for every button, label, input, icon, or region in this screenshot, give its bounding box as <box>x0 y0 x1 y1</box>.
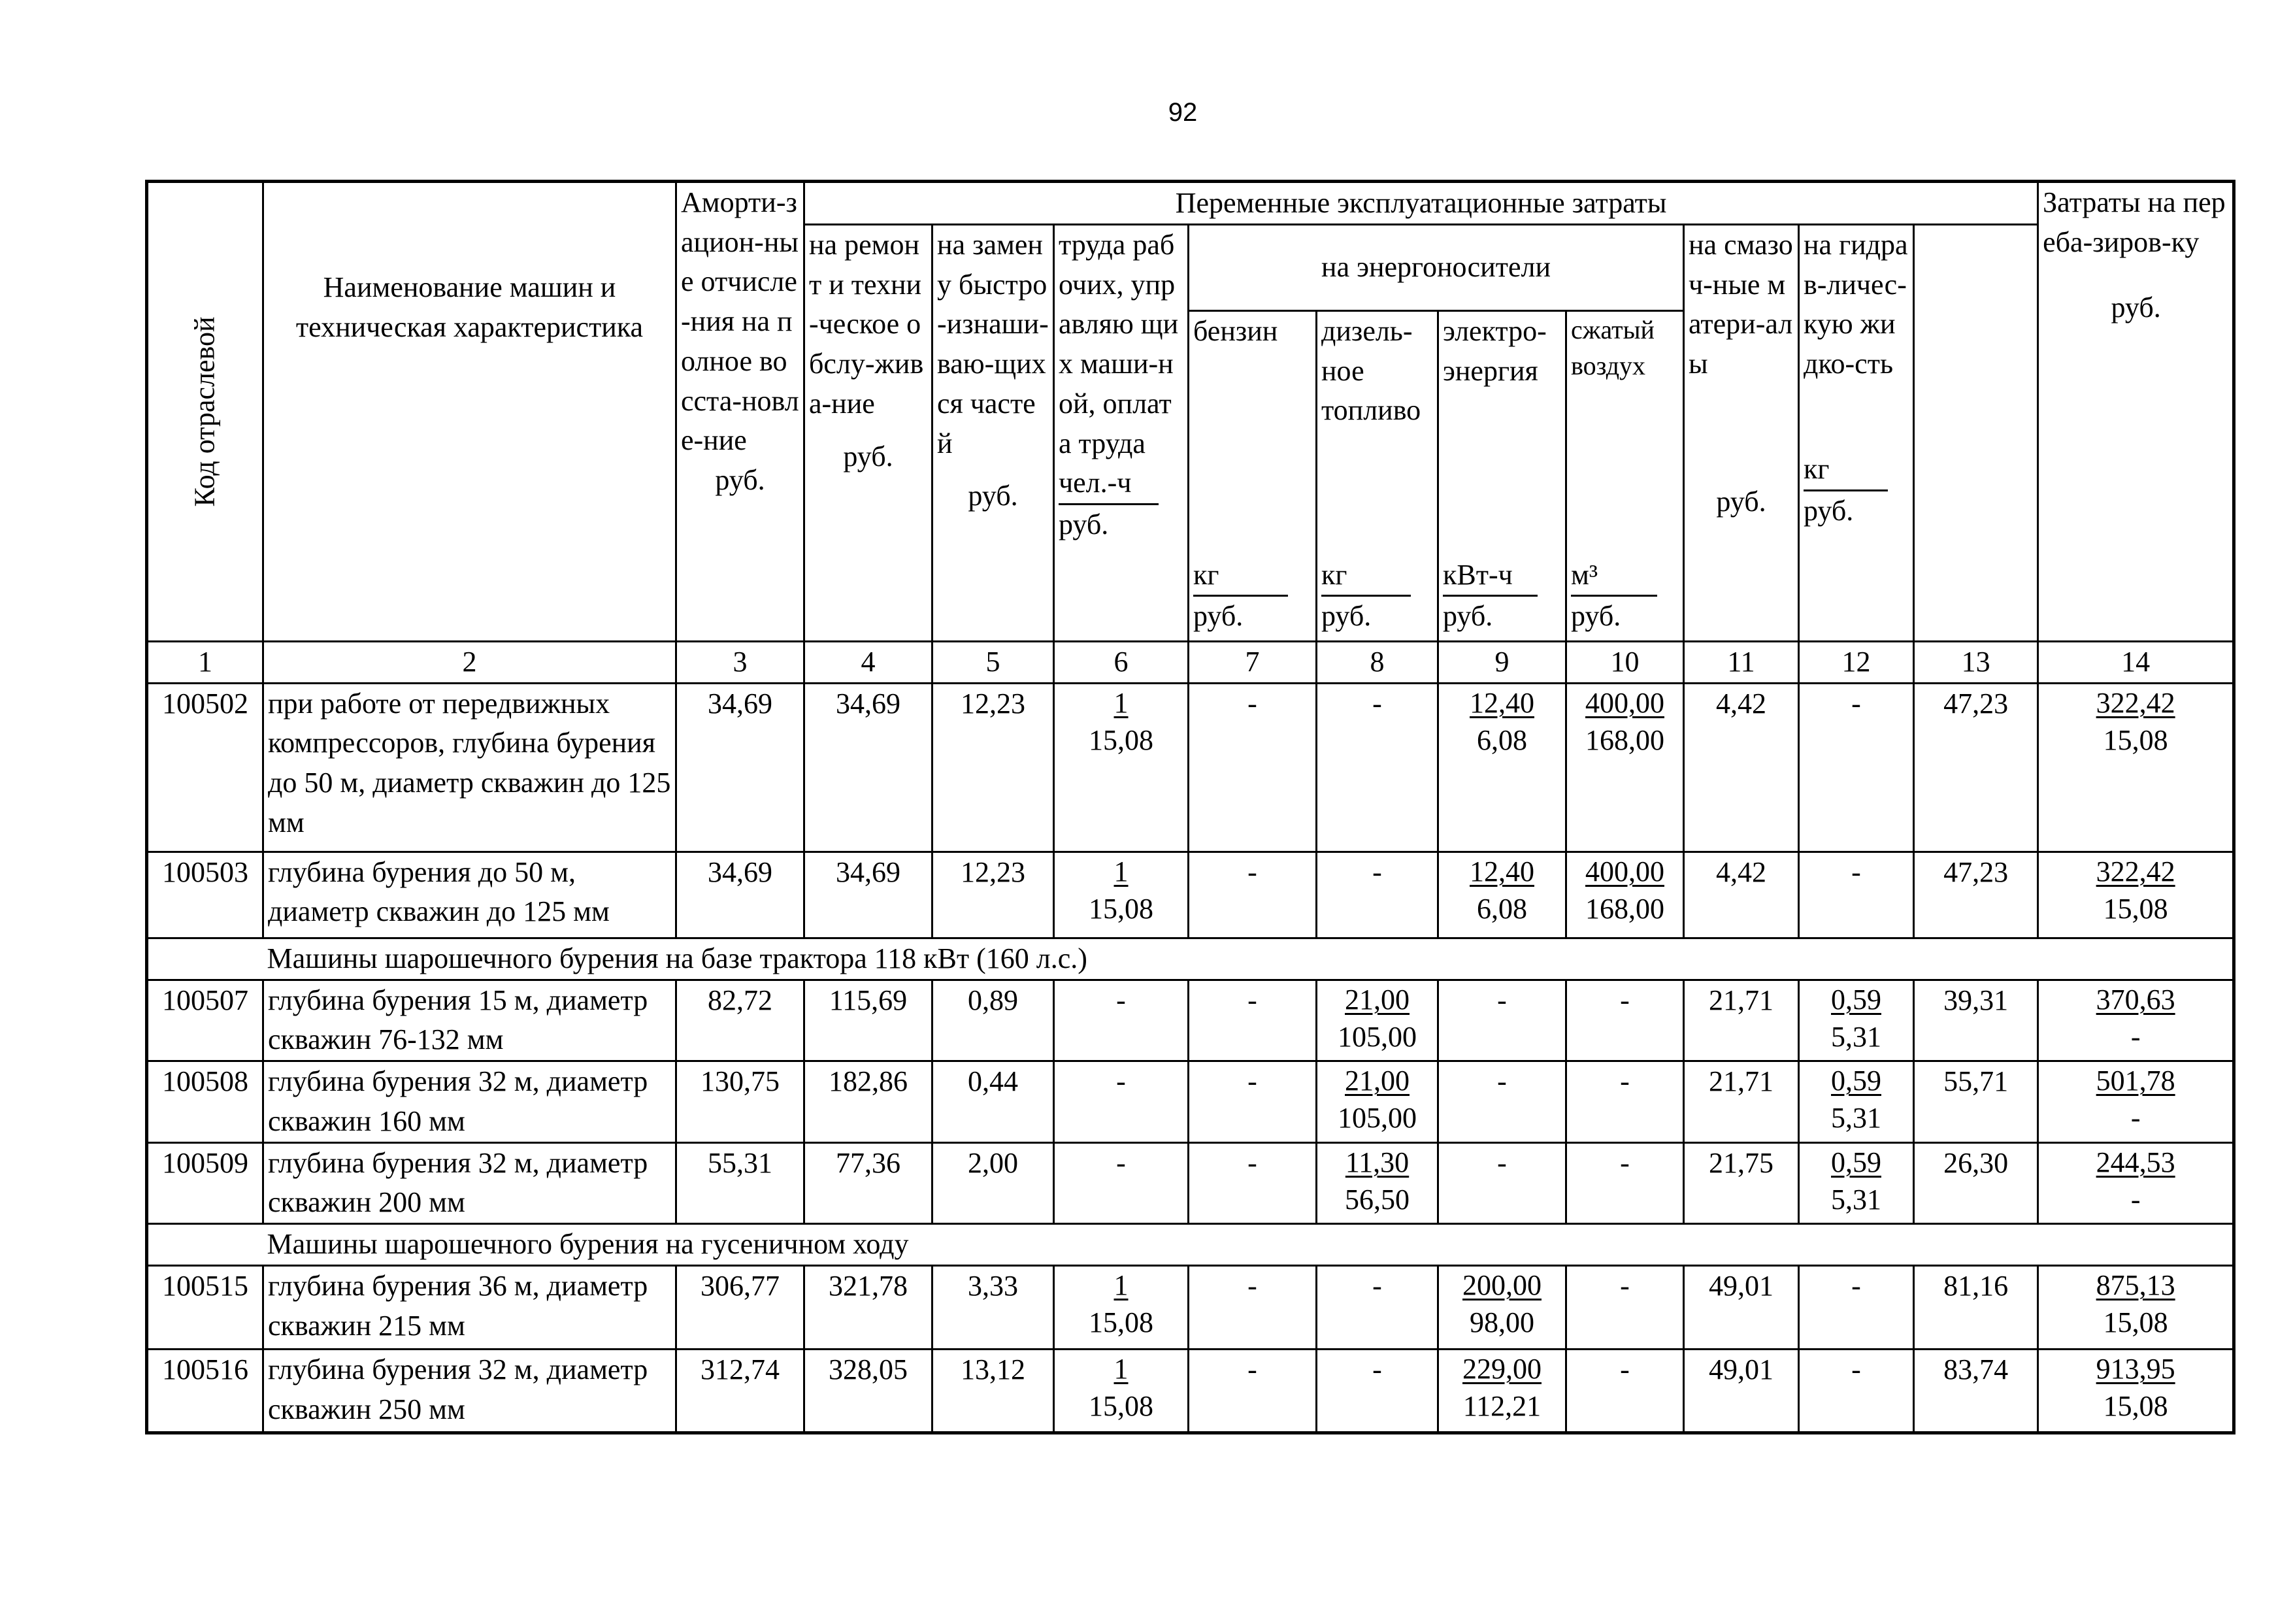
header-air <box>1566 311 1684 642</box>
labor-value-bottom: 15,08 <box>1089 892 1153 925</box>
labor-value: - <box>1054 1061 1189 1142</box>
header-lubricant-label: на смазоч-ные матери-алы <box>1689 229 1793 380</box>
amortization-value: 55,31 <box>676 1142 804 1223</box>
header-electric-unit-top: кВт-ч <box>1443 555 1538 597</box>
header-air-label: сжатый воздух <box>1571 315 1655 381</box>
header-variable-costs: Переменные эксплуатационные затраты <box>804 182 2038 225</box>
column-number: 7 <box>1189 642 1317 684</box>
header-petrol-label: бензин <box>1193 315 1278 347</box>
machine-code: 100502 <box>147 683 263 852</box>
section-title: Машины шарошечного бурения на гусеничном ходу <box>263 1224 2234 1266</box>
header-labor <box>1054 225 1189 642</box>
labor-value-fraction <box>1089 1350 1153 1425</box>
column-number: 6 <box>1054 642 1189 684</box>
diesel-value <box>1317 1061 1438 1142</box>
header-amortization-label: Аморти-зацион-ные отчисле-ния на полное восста-новле-ние <box>681 186 799 457</box>
relocation-value: 47,23 <box>1914 852 2038 938</box>
hydraulic-value-bottom: 5,31 <box>1831 1020 1881 1053</box>
hydraulic-value-bottom: 5,31 <box>1831 1183 1881 1216</box>
estimate-value-fraction <box>2096 1062 2175 1136</box>
estimate-value-bottom: - <box>2130 1102 2141 1135</box>
electric-value-fraction <box>1470 853 1534 927</box>
air-value-top: 400,00 <box>1585 855 1664 887</box>
machine-code: 100509 <box>147 1142 263 1223</box>
parts-value: 2,00 <box>932 1142 1054 1223</box>
header-air-unit-top: м³ <box>1571 555 1657 597</box>
relocation-value: 47,23 <box>1914 683 2038 852</box>
lubricant-value: 49,01 <box>1684 1266 1799 1350</box>
estimate-value-bottom: 15,08 <box>2103 892 2168 925</box>
hydraulic-value-bottom: 5,31 <box>1831 1102 1881 1135</box>
diesel-value: - <box>1317 683 1438 852</box>
repair-value: 321,78 <box>804 1266 932 1350</box>
header-diesel-unit-top: кг <box>1321 555 1411 597</box>
estimate-value <box>2038 980 2234 1061</box>
petrol-value: - <box>1189 980 1317 1061</box>
air-value: - <box>1566 1266 1684 1350</box>
machine-name: глубина бурения до 50 м, диаметр скважин до 125 мм <box>263 852 676 938</box>
header-repair <box>804 225 932 642</box>
parts-value: 12,23 <box>932 852 1054 938</box>
estimate-value-top: 370,63 <box>2096 983 2175 1016</box>
estimate-value-fraction <box>2096 684 2175 759</box>
hydraulic-value-top: 0,59 <box>1831 983 1881 1016</box>
hydraulic-value: - <box>1799 683 1914 852</box>
header-amortization-unit: руб. <box>715 464 765 497</box>
header-electric <box>1438 311 1566 642</box>
labor-value-fraction <box>1089 1267 1153 1341</box>
labor-value-top: 1 <box>1114 1353 1129 1385</box>
column-number: 1 <box>147 642 263 684</box>
table-row <box>147 1142 2234 1223</box>
hydraulic-value <box>1799 1061 1914 1142</box>
section-code-cell <box>147 1224 263 1266</box>
column-number-row <box>147 642 2234 684</box>
machine-name: глубина бурения 15 м, диаметр скважин 76-132 мм <box>263 980 676 1061</box>
parts-value: 13,12 <box>932 1350 1054 1433</box>
table-row <box>147 852 2234 938</box>
amortization-value: 82,72 <box>676 980 804 1061</box>
air-value: - <box>1566 1061 1684 1142</box>
diesel-value: - <box>1317 852 1438 938</box>
diesel-value-top: 11,30 <box>1345 1146 1410 1178</box>
estimate-value-fraction <box>2096 1350 2175 1425</box>
header-amortization <box>676 182 804 642</box>
column-number: 8 <box>1317 642 1438 684</box>
machine-code: 100516 <box>147 1350 263 1433</box>
header-diesel-unit-bot: руб. <box>1321 600 1372 633</box>
electric-value-top: 229,00 <box>1462 1353 1542 1385</box>
machine-code: 100507 <box>147 980 263 1061</box>
air-value-top: 400,00 <box>1585 686 1664 719</box>
header-labor-label: труда рабочих, управляю щих маши-ной, оплата труда <box>1059 229 1179 459</box>
labor-value-fraction <box>1089 684 1153 759</box>
electric-value-top: 12,40 <box>1470 855 1534 887</box>
header-air-unit-bot: руб. <box>1571 600 1621 633</box>
electric-value-bottom: 6,08 <box>1477 892 1527 925</box>
petrol-value: - <box>1189 1350 1317 1433</box>
diesel-value <box>1317 1142 1438 1223</box>
amortization-value: 34,69 <box>676 852 804 938</box>
column-number: 2 <box>263 642 676 684</box>
estimate-value-top: 875,13 <box>2096 1269 2175 1302</box>
amortization-value: 130,75 <box>676 1061 804 1142</box>
table-row <box>147 1266 2234 1350</box>
relocation-value: 55,71 <box>1914 1061 2038 1142</box>
estimate-value-bottom: 15,08 <box>2103 723 2168 756</box>
header-name-label: Наименование машин и техническая характеристика <box>295 271 644 343</box>
electric-value: - <box>1438 1142 1566 1223</box>
machine-name: глубина бурения 32 м, диаметр скважин 250 мм <box>263 1350 676 1433</box>
estimate-value <box>2038 1142 2234 1223</box>
amortization-value: 34,69 <box>676 683 804 852</box>
machine-code: 100503 <box>147 852 263 938</box>
electric-value <box>1438 683 1566 852</box>
diesel-value-bottom: 105,00 <box>1338 1020 1417 1053</box>
hydraulic-value-top: 0,59 <box>1831 1146 1881 1178</box>
air-value-fraction <box>1585 853 1664 927</box>
header-hydraulic <box>1799 225 1914 642</box>
header-repair-unit: руб. <box>843 440 893 472</box>
machine-name: глубина бурения 36 м, диаметр скважин 215 мм <box>263 1266 676 1350</box>
estimate-value-fraction <box>2096 1144 2175 1218</box>
column-number: 5 <box>932 642 1054 684</box>
electric-value <box>1438 1350 1566 1433</box>
amortization-value: 306,77 <box>676 1266 804 1350</box>
estimate-value-top: 501,78 <box>2096 1065 2175 1097</box>
labor-value: - <box>1054 1142 1189 1223</box>
air-value: - <box>1566 980 1684 1061</box>
electric-value-bottom: 6,08 <box>1477 723 1527 756</box>
parts-value: 12,23 <box>932 683 1054 852</box>
section-title: Машины шарошечного бурения на базе трактора 118 кВт (160 л.с.) <box>263 938 2234 980</box>
column-number: 13 <box>1914 642 2038 684</box>
electric-value: - <box>1438 980 1566 1061</box>
table-row <box>147 683 2234 852</box>
lubricant-value: 21,71 <box>1684 1061 1799 1142</box>
diesel-value-top: 21,00 <box>1345 983 1410 1016</box>
estimate-value <box>2038 1266 2234 1350</box>
air-value-bottom: 168,00 <box>1585 723 1664 756</box>
machine-code: 100515 <box>147 1266 263 1350</box>
diesel-value-bottom: 105,00 <box>1338 1102 1417 1135</box>
estimate-value <box>2038 1350 2234 1433</box>
relocation-value: 26,30 <box>1914 1142 2038 1223</box>
header-energy: на энергоносители <box>1189 225 1684 311</box>
header-labor-unit-bot: руб. <box>1059 508 1109 541</box>
column-number: 10 <box>1566 642 1684 684</box>
lubricant-value: 4,42 <box>1684 852 1799 938</box>
petrol-value: - <box>1189 1266 1317 1350</box>
air-value <box>1566 852 1684 938</box>
electric-value-fraction <box>1462 1267 1542 1341</box>
column-number: 11 <box>1684 642 1799 684</box>
air-value <box>1566 683 1684 852</box>
petrol-value: - <box>1189 1142 1317 1223</box>
labor-value <box>1054 852 1189 938</box>
air-value-bottom: 168,00 <box>1585 892 1664 925</box>
labor-value <box>1054 1350 1189 1433</box>
lubricant-value: 4,42 <box>1684 683 1799 852</box>
header-parts <box>932 225 1054 642</box>
header-petrol-unit-top: кг <box>1193 555 1288 597</box>
estimate-value-bottom: 15,08 <box>2103 1390 2168 1423</box>
header-lubricant <box>1684 225 1799 642</box>
header-relocation <box>2038 182 2234 642</box>
repair-value: 77,36 <box>804 1142 932 1223</box>
header-lubricant-unit: руб. <box>1716 485 1766 518</box>
section-code-cell <box>147 938 263 980</box>
repair-value: 115,69 <box>804 980 932 1061</box>
labor-value <box>1054 1266 1189 1350</box>
labor-value-top: 1 <box>1114 855 1129 887</box>
table-body <box>147 683 2234 1433</box>
petrol-value: - <box>1189 1061 1317 1142</box>
lubricant-value: 49,01 <box>1684 1350 1799 1433</box>
table-row <box>147 1350 2234 1433</box>
machines-cost-table <box>145 180 2235 1434</box>
column-number: 12 <box>1799 642 1914 684</box>
estimate-value-top: 913,95 <box>2096 1353 2175 1385</box>
machine-name: при работе от передвижных компрессоров, глубина бурения до 50 м, диаметр скважин до 125 мм <box>263 683 676 852</box>
header-hydraulic-unit-bot: руб. <box>1804 494 1854 527</box>
hydraulic-value-fraction <box>1831 981 1881 1055</box>
estimate-value-fraction <box>2096 853 2175 927</box>
hydraulic-value-fraction <box>1831 1062 1881 1136</box>
header-code <box>147 182 263 642</box>
estimate-value-top: 322,42 <box>2096 855 2175 887</box>
electric-value-bottom: 112,21 <box>1462 1390 1542 1423</box>
repair-value: 182,86 <box>804 1061 932 1142</box>
electric-value <box>1438 1266 1566 1350</box>
column-number: 4 <box>804 642 932 684</box>
labor-value-fraction <box>1089 853 1153 927</box>
estimate-value <box>2038 852 2234 938</box>
lubricant-value: 21,71 <box>1684 980 1799 1061</box>
section-row <box>147 938 2234 980</box>
section-row <box>147 1224 2234 1266</box>
header-relocation-unit: руб. <box>2111 291 2161 324</box>
estimate-value <box>2038 683 2234 852</box>
header-hydraulic-label: на гидрав-личес-кую жидко-сть <box>1804 229 1908 380</box>
diesel-value: - <box>1317 1266 1438 1350</box>
estimate-value-fraction <box>2096 1267 2175 1341</box>
estimate-value-bottom: - <box>2130 1183 2141 1216</box>
air-value-fraction <box>1585 684 1664 759</box>
table-row <box>147 1061 2234 1142</box>
header-relocation-label: Затраты на переба-зиров-ку <box>2043 186 2226 258</box>
header-repair-label: на ремонт и техни-ческое обслу-жива-ние <box>809 229 924 420</box>
repair-value: 34,69 <box>804 852 932 938</box>
header-petrol-unit-bot: руб. <box>1193 600 1244 633</box>
header-electric-unit-bot: руб. <box>1443 600 1493 633</box>
electric-value: - <box>1438 1061 1566 1142</box>
header-electric-label: электро-энергия <box>1443 315 1547 387</box>
labor-value-bottom: 15,08 <box>1089 723 1153 756</box>
hydraulic-value: - <box>1799 1266 1914 1350</box>
petrol-value: - <box>1189 852 1317 938</box>
hydraulic-value-top: 0,59 <box>1831 1065 1881 1097</box>
labor-value-top: 1 <box>1114 686 1129 719</box>
hydraulic-value <box>1799 980 1914 1061</box>
table-row <box>147 980 2234 1061</box>
estimate-value-top: 322,42 <box>2096 686 2175 719</box>
air-value: - <box>1566 1142 1684 1223</box>
labor-value <box>1054 683 1189 852</box>
header-parts-unit: руб. <box>968 480 1018 512</box>
header-hydraulic-unit-top: кг <box>1804 450 1888 491</box>
page-number: 92 <box>1168 98 1198 127</box>
estimate-value-fraction <box>2096 981 2175 1055</box>
column-number: 3 <box>676 642 804 684</box>
estimate-value-bottom: - <box>2130 1020 2141 1053</box>
header-parts-label: на замену быстро-изнаши-ваю-щихся частей <box>937 229 1049 459</box>
electric-value <box>1438 852 1566 938</box>
column-number: 14 <box>2038 642 2234 684</box>
parts-value: 0,44 <box>932 1061 1054 1142</box>
labor-value-bottom: 15,08 <box>1089 1390 1153 1423</box>
header-diesel <box>1317 311 1438 642</box>
electric-value-top: 200,00 <box>1462 1269 1542 1302</box>
parts-value: 3,33 <box>932 1266 1054 1350</box>
lubricant-value: 21,75 <box>1684 1142 1799 1223</box>
electric-value-bottom: 98,00 <box>1470 1306 1534 1339</box>
hydraulic-value <box>1799 1142 1914 1223</box>
petrol-value: - <box>1189 683 1317 852</box>
diesel-value: - <box>1317 1350 1438 1433</box>
machine-name: глубина бурения 32 м, диаметр скважин 160 мм <box>263 1061 676 1142</box>
amortization-value: 312,74 <box>676 1350 804 1433</box>
repair-value: 328,05 <box>804 1350 932 1433</box>
relocation-value: 39,31 <box>1914 980 2038 1061</box>
header-labor-unit-top: чел.-ч <box>1059 463 1159 505</box>
diesel-value-fraction <box>1338 981 1417 1055</box>
hydraulic-value: - <box>1799 1350 1914 1433</box>
estimate-value <box>2038 1061 2234 1142</box>
diesel-value <box>1317 980 1438 1061</box>
electric-value-fraction <box>1470 684 1534 759</box>
column-number: 9 <box>1438 642 1566 684</box>
parts-value: 0,89 <box>932 980 1054 1061</box>
repair-value: 34,69 <box>804 683 932 852</box>
diesel-value-fraction <box>1345 1144 1410 1218</box>
relocation-value: 81,16 <box>1914 1266 2038 1350</box>
estimate-value-top: 244,53 <box>2096 1146 2175 1178</box>
header-diesel-label: дизель-ное топливо <box>1321 315 1421 427</box>
estimate-value-bottom: 15,08 <box>2103 1306 2168 1339</box>
labor-value: - <box>1054 980 1189 1061</box>
header-name <box>263 182 676 642</box>
machine-code: 100508 <box>147 1061 263 1142</box>
machine-name: глубина бурения 32 м, диаметр скважин 200 мм <box>263 1142 676 1223</box>
air-value: - <box>1566 1350 1684 1433</box>
electric-value-fraction <box>1462 1350 1542 1425</box>
hydraulic-value: - <box>1799 852 1914 938</box>
labor-value-bottom: 15,08 <box>1089 1306 1153 1339</box>
hydraulic-value-fraction <box>1831 1144 1881 1218</box>
diesel-value-fraction <box>1338 1062 1417 1136</box>
labor-value-top: 1 <box>1114 1269 1129 1302</box>
diesel-value-top: 21,00 <box>1345 1065 1410 1097</box>
electric-value-top: 12,40 <box>1470 686 1534 719</box>
header-code-label: Код отраслевой <box>188 316 221 507</box>
relocation-value: 83,74 <box>1914 1350 2038 1433</box>
diesel-value-bottom: 56,50 <box>1345 1183 1410 1216</box>
header-petrol <box>1189 311 1317 642</box>
